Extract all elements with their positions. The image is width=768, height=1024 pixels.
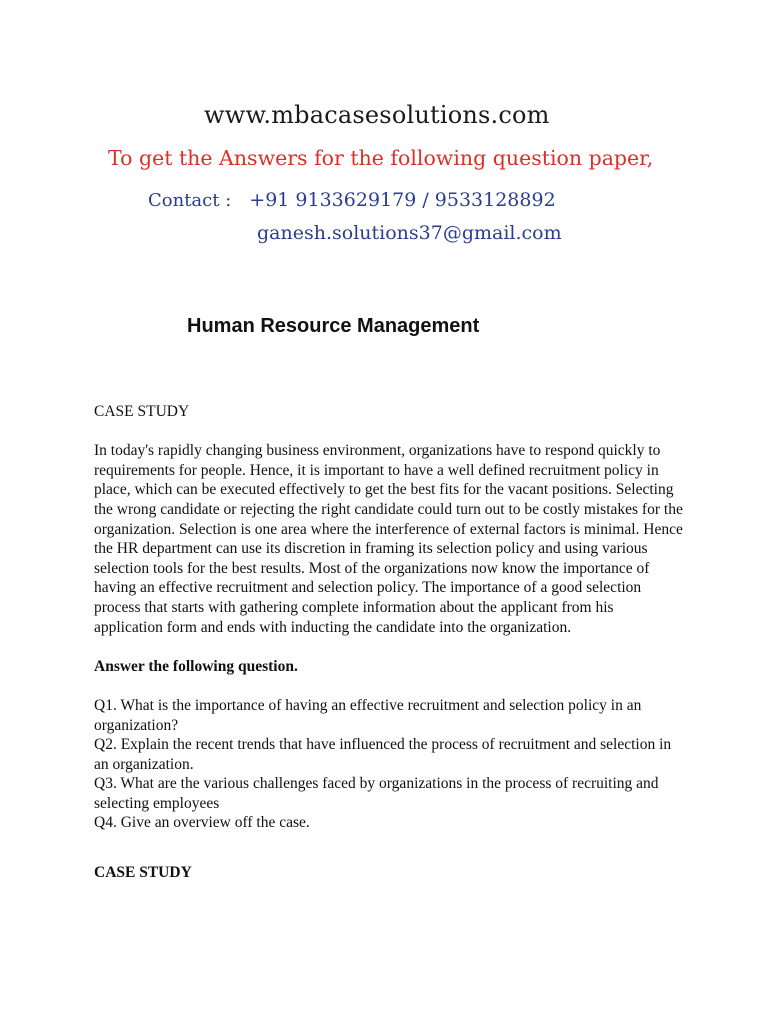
contact-row: [148, 189, 556, 211]
contact-email[interactable]: ganesh.solutions37@gmail.com: [257, 222, 562, 244]
case-intro-paragraph: In today's rapidly changing business environment, organizations have to respond quickly to requirements for people. Hence, it is important to have a well defined recruitment policy in place, which can be executed effectively to get the best fits for the vacant positions. Selecting the wrong candidate or rejecting the right candidate could turn out to be costly mistakes for the organization. Selection is one area where the interference of external factors is minimal. Hence the HR department can use its discretion in framing its selection policy and using various selection tools for the best results. Most of the organizations now know the importance of having an effective recruitment and selection policy. The importance of a good selection process that starts with gathering complete information about the applicant from his application form and ends with inducting the candidate into the organization.: [94, 442, 683, 636]
case-study-heading: CASE STUDY: [94, 403, 190, 420]
site-url[interactable]: www.mbacasesolutions.com: [204, 101, 550, 129]
case-study-heading-bottom: CASE STUDY: [94, 864, 192, 882]
document-body: [94, 402, 684, 883]
promo-banner: [0, 0, 768, 270]
document-title: Human Resource Management: [187, 315, 480, 337]
answer-instruction: Answer the following question.: [94, 657, 298, 675]
question-item: Q1. What is the importance of having an effective recruitment and selection policy in an organization?: [94, 696, 642, 734]
question-item: Q4. Give an overview off the case.: [94, 814, 310, 832]
contact-label: Contact :: [148, 190, 232, 211]
promo-text: To get the Answers for the following question paper,: [108, 146, 654, 170]
contact-phones: +91 9133629179 / 9533128892: [249, 189, 556, 211]
question-item: Q3. What are the various challenges faced by organizations in the process of recruiting and selecting employees: [94, 775, 659, 812]
question-item: Q2. Explain the recent trends that have influenced the process of recruitment and selection in an organization.: [94, 736, 672, 773]
question-list: [94, 696, 684, 833]
